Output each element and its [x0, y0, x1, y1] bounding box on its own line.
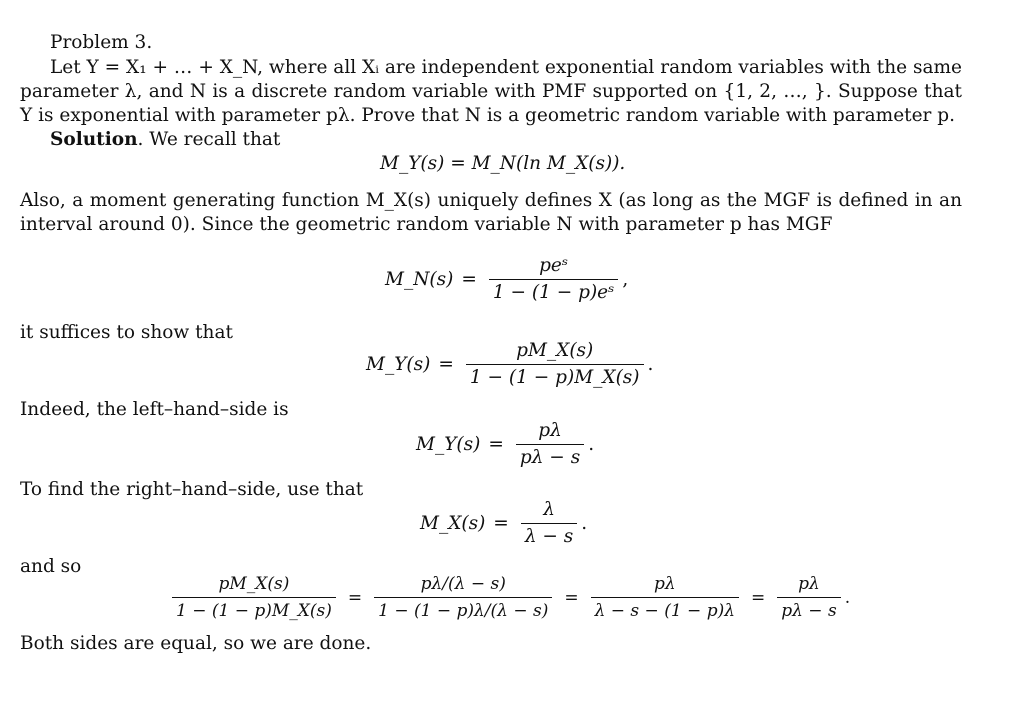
eq6-f3-numerator: pλ [653, 574, 676, 594]
equation-exponential-mgf: M_X(s) = $\frac{\lambda}{\lambda - s}$ . [420, 499, 588, 547]
conclusion: Both sides are equal, so we are done. [20, 633, 372, 654]
eq6-f2-numerator: pλ/(λ − s) [420, 574, 506, 594]
equation-mgf-composition [380, 152, 625, 176]
solution-label: Solution [50, 129, 138, 150]
eq4-numerator: pλ [538, 420, 562, 441]
eq5-fraction [521, 498, 577, 549]
eq4-fraction [516, 419, 584, 470]
eq3-numerator: pM_X(s) [516, 340, 594, 361]
equation-chain: $\frac{pM\_X(s)}{1 - (1 - p)M\_X(s)}$ = $\frac{p\lambda/(\lambda - s)}{1 - (1 - p)\lambda/(\lambda - s)}$ = $\frac{p\lambda}{\lambda - s - (1 - p)\lambda}$ = $\frac{p\lambda}{p\lambda - s}$ . [168, 572, 850, 623]
eq3-fraction [466, 339, 644, 390]
eq6-f4-denominator: pλ − s [777, 597, 840, 623]
eq4-denominator: pλ − s [516, 444, 584, 470]
eq5-denominator: λ − s [521, 523, 577, 549]
problem-statement [20, 56, 962, 128]
eq3-denominator: 1 − (1 − p)M_X(s) [466, 364, 644, 390]
equation-lhs: M_Y(s) = $\frac{p\lambda}{p\lambda - s}$ . [416, 420, 595, 468]
eq2-denominator: 1 − (1 − p)eˢ [489, 279, 619, 305]
text-suffices: it suffices to show that [20, 322, 233, 343]
eq2-fraction [489, 254, 619, 305]
text-rhs: To find the right–hand–side, use that [20, 479, 364, 500]
eq5-lhs: M_X(s) [420, 512, 486, 534]
eq6-f1-numerator: pM_X(s) [218, 574, 290, 594]
solution-intro [20, 128, 962, 152]
paragraph-mgf-uniqueness: Also, a moment generating function M_X(s) uniquely defines X (as long as the MGF is defined in an interval around 0). Since the geometric random variable N with parameter p has MGF [20, 190, 962, 235]
eq2-lhs: M_N(s) [385, 268, 454, 290]
eq6-fraction-1 [172, 572, 336, 623]
equation-geometric-mgf: M_N(s) = $\frac{\text{peˢ}}{\text{1 − (1 − p)eˢ}}$ , [385, 255, 629, 303]
eq2-numerator: peˢ [539, 255, 569, 276]
eq6-fraction-3 [591, 572, 739, 623]
eq4-lhs: M_Y(s) [416, 433, 481, 455]
eq6-f1-denominator: 1 − (1 − p)M_X(s) [172, 597, 336, 623]
equation-target: M_Y(s) = $\frac{pM\_X(s)}{1 - (1 - p)M\_X(s)}$ . [366, 340, 654, 388]
problem-title: Problem 3. [50, 32, 153, 53]
equation-mgf-composition-text: M_Y(s) = M_N(ln M_X(s)). [380, 153, 626, 174]
text-lhs: Indeed, the left–hand–side is [20, 399, 289, 420]
text-and-so: and so [20, 556, 82, 577]
problem-statement-text: Let Y = X₁ + … + X_N, where all Xᵢ are independent exponential random variables with the same parameter λ, and N is a discrete random variable with PMF supported on {1, 2, …, }. Suppose that Y is exponential with parameter pλ. Prove that N is a geometric random variable with parameter p. [20, 57, 962, 126]
solution-intro-text: . We recall that [137, 129, 281, 150]
eq6-fraction-2 [374, 572, 552, 623]
eq6-f4-numerator: pλ [798, 574, 820, 594]
eq6-fraction-4 [777, 572, 840, 623]
eq6-f2-denominator: 1 − (1 − p)λ/(λ − s) [374, 597, 552, 623]
eq6-f3-denominator: λ − s − (1 − p)λ [591, 597, 739, 623]
eq5-numerator: λ [543, 499, 555, 520]
eq3-lhs: M_Y(s) [366, 353, 431, 375]
